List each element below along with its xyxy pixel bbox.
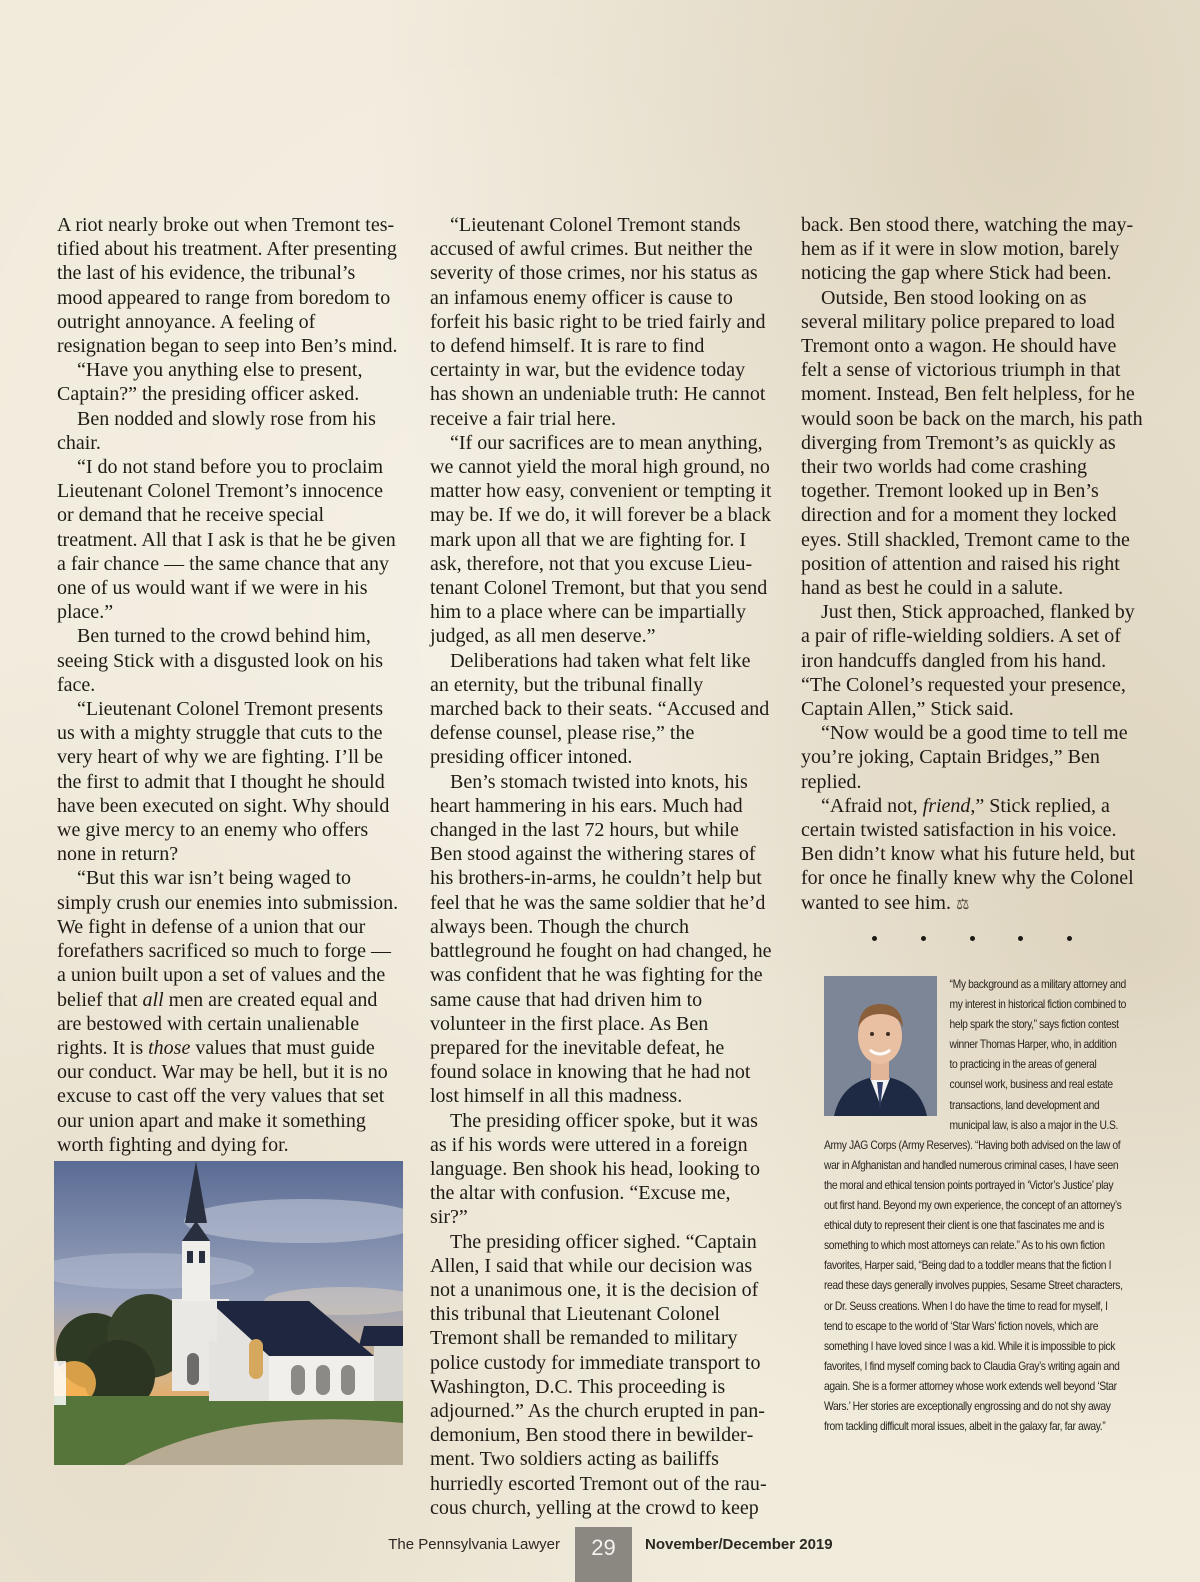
paragraph: “Lieutenant Colonel Tremont presents us with a mighty struggle that cuts to the very heart of why we are fighting. I’ll be the first to admit that I thought he should have been executed on sight. Why should we give mercy to an enemy who offers none in return? bbox=[57, 698, 390, 866]
emphasis: friend bbox=[922, 794, 971, 817]
paragraph: Ben nodded and slowly rose from his chair. bbox=[57, 407, 376, 454]
article-column-3 bbox=[801, 213, 1146, 917]
scales-end-mark-icon: ⚖ bbox=[955, 896, 970, 913]
paragraph: “If our sacrifices are to mean anything, we cannot yield the moral high ground, no matter how easy, convenient or tempting it may be. If we do, it will forever be a black mark upon all that we are fighting for. I ask, therefore, not that you excuse Lieutenant Colonel Tremont, but that you send him to a place where can be impartially judged, as all men deserve.” bbox=[430, 431, 772, 648]
emphasis: those bbox=[148, 1036, 191, 1059]
paragraph: Ben turned to the crowd behind him, seeing Stick with a disgusted look on his face. bbox=[57, 625, 384, 696]
paragraph: back. Ben stood there, watching the mayhem as if it were in slow motion, barely noticing the gap where Stick had been. bbox=[801, 214, 1134, 285]
paragraph bbox=[57, 866, 399, 1156]
divider-dot bbox=[1018, 936, 1023, 941]
divider-dot bbox=[921, 936, 926, 941]
text-run: ,” Stick replied, a certain twisted satisfaction in his voice. Ben didn’t know what his future held, but for once he finally knew why the Colonel wanted to see him. bbox=[801, 794, 1136, 914]
paragraph: Deliberations had taken what felt like an eternity, but the tribunal finally marched back to their seats. “Accused and defense counsel, please rise,” the presiding officer intoned. bbox=[430, 649, 770, 769]
emphasis: all bbox=[142, 988, 164, 1011]
section-divider bbox=[872, 931, 1072, 945]
bio-text: “My background as a military attorney and my interest in historical fiction combined to help spark the story,” says fiction contest winner Thomas Harper, who, in addition to practicing in the areas of general counsel work, business and real estate transactions, land development and municipal law, is also a major in the U.S. Army JAG Corps (Army Reserves). “Having both advised on the law of war in Afghanistan and handled numerous criminal cases, I have seen the moral and ethical tension points portrayed in ‘Victor’s Justice’ play out first hand. Beyond my own experience, the concept of an attorney’s ethical duty to represent their client is one that fascinates me and is something to which most attorneys can relate.” As to his own fiction favorites, Harper said, “Being dad to a toddler means that the fiction I read these days generally involves puppies, Sesame Street characters, or Dr. Seuss creations. When I do have the time to read for myself, I tend to escape to the world of ‘Star Wars’ fiction novels, which are something I have loved since I was a kid. While it is impossible to pick favorites, I find myself coming back to Claudia Gray’s writing again and again. She is a former attorney whose work extends well beyond ‘Star Wars.’ Her stories are exceptionally engrossing and do not shy away from tackling difficult moral issues, albeit in the galaxy far, far away.” bbox=[824, 977, 1127, 1434]
page-number: 29 bbox=[575, 1527, 632, 1582]
paragraph: Outside, Ben stood looking on as several military police prepared to load Tremont onto a wagon. He should have felt a sense of victorious triumph in that moment. Instead, Ben felt helpless, for he would soon be back on the march, his path diverging from Tremont’s as quickly as their two worlds had come crashing together. Tremont looked up in Ben’s direction and for a moment they locked eyes. Still shackled, Tremont came to the position of attention and raised his right hand as best he could in a salute. bbox=[801, 286, 1143, 600]
text-run: values that must guide our conduct. War may be hell, but it is no excuse to cast off the very values that set our union apart and make it something worth fighting and dying for. bbox=[57, 1036, 388, 1156]
paragraph: A riot nearly broke out when Tremont testified about his treatment. After presenting the last of his evidence, the tribunal’s mood appeared to range from boredom to outright annoyance. A feeling of resignation began to seep into Ben’s mind. bbox=[57, 214, 398, 358]
text-run: “But this war isn’t being waged to simply crush our enemies into submission. We fight in defense of a union that our forefathers sacrificed so much to forge — a union built upon a set of values and the belief that bbox=[57, 867, 399, 1011]
paragraph: “I do not stand before you to proclaim Lieutenant Colonel Tremont’s innocence or demand that he receive special treatment. All that I ask is that he be given a fair chance — the same chance that any one of us would want if we were in his place.” bbox=[57, 456, 396, 624]
paragraph: Ben’s stomach twisted into knots, his heart hammering in his ears. Much had changed in the last 72 hours, but while Ben stood against the withering stares of his brothers-in-arms, he couldn’t help but feel that he was the same soldier that he’d always been. Though the church battleground he fought on had changed, he was confident that he was fighting for the same cause that had driven him to volunteer in the first place. As Ben prepared for the inevitable defeat, he found solace in knowing that he had not lost himself in all this madness. bbox=[430, 770, 772, 1108]
divider-dot bbox=[872, 936, 877, 941]
church-photo bbox=[54, 1161, 403, 1465]
paragraph: The presiding officer spoke, but it was as if his words were uttered in a foreign language. Ben shook his head, looking to the altar with confusion. “Excuse me, sir?” bbox=[430, 1109, 760, 1229]
paragraph: Just then, Stick approached, flanked by a pair of rifle-wielding soldiers. A set of iron handcuffs dangled from his hand. “The Colonel’s requested your presence, Captain Allen,” Stick said. bbox=[801, 601, 1135, 721]
paragraph: “Now would be a good time to tell me you’re joking, Captain Bridges,” Ben replied. bbox=[801, 722, 1128, 793]
author-bio bbox=[824, 974, 1127, 1436]
paragraph: The presiding officer sighed. “Captain Allen, I said that while our decision was not a unanimous one, it is the decision of this tribunal that Lieutenant Colonel Tremont shall be remanded to military police custody for immediate transport to Washington, D.C. This proceeding is adjourned.” As the church erupted in pandemonium, Ben stood there in bewilderment. Two soldiers acting as bailiffs hurriedly escorted Tremont out of the raucous church, yelling at the crowd to keep bbox=[430, 1230, 767, 1519]
issue-date: November/December 2019 bbox=[645, 1536, 833, 1553]
divider-dot bbox=[1067, 936, 1072, 941]
divider-dot bbox=[970, 936, 975, 941]
page-footer bbox=[0, 1527, 1200, 1582]
paragraph: “Have you anything else to present, Captain?” the presiding officer asked. bbox=[57, 359, 363, 406]
paragraph bbox=[801, 794, 1146, 917]
paragraph: “Lieutenant Colonel Tremont stands accused of awful crimes. But neither the severity of those crimes, nor his status as an infamous enemy officer is cause to forfeit his basic right to be tried fairly and to defend himself. It is rare to find certainty in war, but the evidence today has shown an undeniable truth: He cannot receive a fair trial here. bbox=[430, 214, 766, 430]
text-run: men are created equal and are bestowed with certain unalienable rights. It is bbox=[57, 988, 378, 1059]
article-column-2 bbox=[430, 213, 772, 1520]
author-headshot bbox=[824, 976, 937, 1116]
article-column-1 bbox=[57, 213, 399, 1157]
publication-name: The Pennsylvania Lawyer bbox=[388, 1536, 560, 1553]
text-run: “Afraid not, bbox=[821, 794, 923, 817]
